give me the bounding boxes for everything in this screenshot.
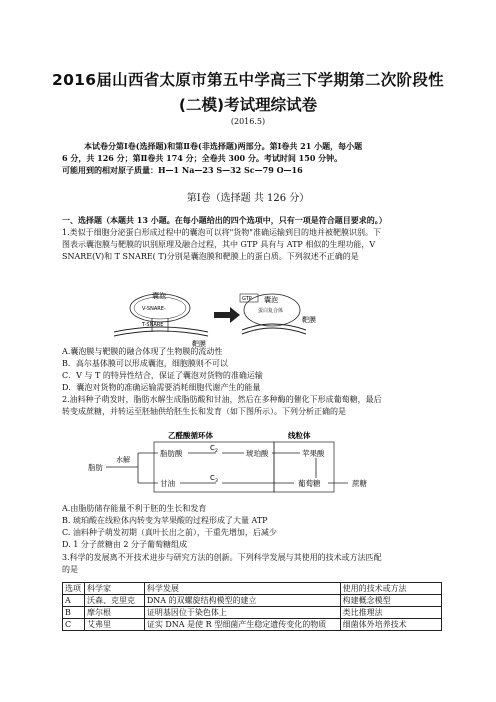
t-snare-label: T-SNARE <box>142 322 164 328</box>
process-arrow-icon <box>214 307 240 323</box>
q1-stem-line3: SNARE(V)和 T SNARE( T)分别是囊泡膜和靶膜上的蛋白质。下列叙述不正确的是 <box>62 252 359 261</box>
table-cell: B <box>63 607 85 619</box>
vesicle-label: 囊泡 <box>152 292 166 300</box>
q3-stem-line1: 3.科学的发展离不开技术进步与研究方法的创新。下列科学发展与其使用的技术或方法匹配 <box>62 553 382 562</box>
table-header-cell: 使用的技术或方法 <box>340 583 441 595</box>
table-cell: 类比推理法 <box>340 607 441 619</box>
exam-title-line1: 2016届山西省太原市第五中学高三下学期第二次阶段性 <box>52 71 444 89</box>
glyoxylate-cycle-label: 乙醛酸循环体 <box>168 431 213 440</box>
table-header-row <box>63 583 442 595</box>
table-cell: C <box>63 619 85 631</box>
succinate-label: 琥珀酸 <box>246 449 269 458</box>
table-cell: 证明基因位于染色体上 <box>144 607 340 619</box>
fat-label: 脂肪 <box>88 463 103 472</box>
table-cell: 证实 DNA 是使 R 型细菌产生稳定遗传变化的物质 <box>144 619 340 631</box>
mitochondrion-label: 线粒体 <box>288 431 311 440</box>
q2-stem-line2: 转变成蔗糖，并转运至胚轴供给胚生长和发育（如下图所示）。下列分析正确的是 <box>62 407 346 416</box>
table-header-cell: 科学发展 <box>144 583 340 595</box>
q1-option-b: B．高尔基体膜可以形成囊泡，细胞膜则不可以 <box>62 359 228 368</box>
table-cell: 细菌体外培养技术 <box>340 619 441 631</box>
vesicle-fusion-figure <box>112 288 322 348</box>
fat-conversion-figure <box>88 430 388 498</box>
table-cell: 构建概念模型 <box>340 595 441 607</box>
section-heading: 一、选择题（本题共 13 小题。在每小题给出的四个选项中，只有一项是符合题目要求的。） <box>62 215 387 225</box>
q1-option-a: A.囊泡膜与靶膜的融合体现了生物膜的流动性 <box>62 347 223 356</box>
table-row <box>63 619 442 631</box>
table-cell: 沃森、克里克 <box>84 595 144 607</box>
q2-option-b: B. 琥珀酸在线粒体内转变为苹果酸的过程形成了大量 ATP <box>62 516 268 525</box>
complex-label: 蛋白复合体 <box>258 308 284 314</box>
sucrose-label: 蔗糖 <box>352 479 367 488</box>
q3-stem-line2: 的是 <box>62 565 78 574</box>
q2-option-c: C. 油料种子萌发初期（真叶长出之前），干重先增加，后减少 <box>62 528 277 537</box>
q2-stem-line1: 2.油料种子萌发时，脂肪水解生成脂肪酸和甘油，然后在多种酶的催化下形成葡萄糖，最后 <box>62 395 382 404</box>
q2-option-d: D. 1 分子蔗糖由 2 分子葡萄糖组成 <box>62 540 188 549</box>
q1-stem-line2: 图表示囊泡膜与靶膜的识别原理及融合过程，其中 GTP 具有与 ATP 相似的生理功能，V <box>62 240 376 249</box>
c3-label: C <box>210 474 215 482</box>
table-header-cell: 选项 <box>63 583 85 595</box>
section-title: 第Ⅰ卷（选择题 共 126 分） <box>186 193 310 204</box>
q3-table <box>62 582 442 631</box>
intro-line-3: 可能用到的相对原子质量：H—1 Na—23 S—32 Sc—79 O—16 <box>62 165 303 175</box>
q1-option-d: D．囊泡对货物的准确运输需要消耗细胞代谢产生的能量 <box>62 383 261 392</box>
target-membrane-label: 靶膜 <box>192 340 206 348</box>
table-cell: DNA 的双螺旋结构模型的建立 <box>144 595 340 607</box>
glucose-label: 葡萄糖 <box>298 479 321 488</box>
intro-line-1: 本试卷分第Ⅰ卷(选择题)和第Ⅱ卷(非选择题)两部分。第Ⅰ卷共 21 小题，每小题 <box>84 141 363 151</box>
c2-subscript: 2 <box>215 449 218 454</box>
c2-label: C <box>210 444 215 452</box>
intro-line-2: 6 分，共 126 分；第Ⅱ卷共 174 分；全卷共 300 分。考试时间 150 分钟。 <box>62 153 343 163</box>
table-cell: A <box>63 595 85 607</box>
table-row <box>63 595 442 607</box>
table-row <box>63 607 442 619</box>
q1-stem-line1: 1.类似于细胞分泌蛋白形成过程中的囊泡可以将"货物"准确运输到目的地并被靶膜识别。下 <box>62 228 381 237</box>
gtp-label: GTP <box>242 296 252 302</box>
hydrolysis-label: 水解 <box>116 456 130 464</box>
table-cell: 艾弗里 <box>84 619 144 631</box>
vesicle-label-2: 囊泡 <box>264 296 278 304</box>
q2-option-a: A.由脂肪储存能量不利于胚的生长和发育 <box>62 504 207 513</box>
v-snare-label: V-SNARE- <box>142 306 166 312</box>
fatty-acid-label: 脂肪酸 <box>160 449 183 458</box>
malate-label: 苹果酸 <box>302 449 325 458</box>
target-membrane-label-2: 靶膜 <box>302 316 316 324</box>
glycerol-label: 甘油 <box>160 479 175 488</box>
table-cell: 摩尔根 <box>84 607 144 619</box>
c3-subscript: 3 <box>215 479 218 484</box>
q1-option-c: C．V 与 T 的特异性结合，保证了囊泡对货物的准确运输 <box>62 371 263 380</box>
exam-date: (2016.5) <box>230 117 266 126</box>
table-header-cell: 科学家 <box>84 583 144 595</box>
exam-title-line2: (二模)考试理综试卷 <box>178 96 318 114</box>
